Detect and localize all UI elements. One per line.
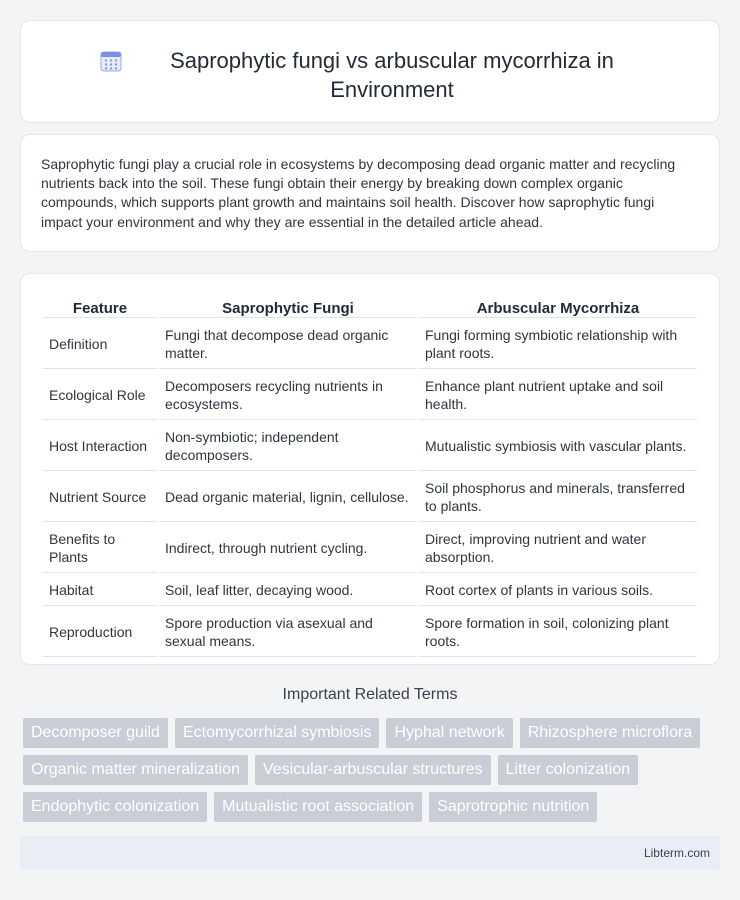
related-term-tag[interactable]: Rhizosphere microflora <box>520 718 701 748</box>
feature-cell: Habitat <box>43 575 157 606</box>
table-row <box>43 608 697 657</box>
comparison-table-card <box>20 273 720 665</box>
table-header-row <box>43 296 697 318</box>
related-term-tag[interactable]: Hyphal network <box>386 718 512 748</box>
saprophytic-cell: Dead organic material, lignin, cellulose. <box>159 473 417 522</box>
arbuscular-cell: Soil phosphorus and minerals, transferred to plants. <box>419 473 697 522</box>
arbuscular-cell: Direct, improving nutrient and water absorption. <box>419 524 697 573</box>
feature-cell: Benefits to Plants <box>43 524 157 573</box>
saprophytic-cell: Soil, leaf litter, decaying wood. <box>159 575 417 606</box>
calendar-icon <box>98 48 124 74</box>
related-term-tag[interactable]: Litter colonization <box>498 755 639 785</box>
intro-paragraph: Saprophytic fungi play a crucial role in ecosystems by decomposing dead organic matter and recycling nutrients back into the soil. These fungi obtain their energy by breaking down complex organic compounds, which supports plant growth and maintains soil health. Discover how saprophytic fungi impact your environment and why they are essential in the detailed article ahead. <box>41 156 676 230</box>
related-term-tag[interactable]: Vesicular-arbuscular structures <box>255 755 491 785</box>
feature-cell: Nutrient Source <box>43 473 157 522</box>
related-term-tag[interactable]: Endophytic colonization <box>23 792 207 822</box>
table-row <box>43 524 697 573</box>
header-arbuscular: Arbuscular Mycorrhiza <box>419 296 697 318</box>
header-saprophytic: Saprophytic Fungi <box>159 296 417 318</box>
saprophytic-cell: Decomposers recycling nutrients in ecosystems. <box>159 371 417 420</box>
comparison-table <box>41 294 699 659</box>
related-term-tag[interactable]: Mutualistic root association <box>214 792 422 822</box>
arbuscular-cell: Mutualistic symbiosis with vascular plants. <box>419 422 697 471</box>
feature-cell: Reproduction <box>43 608 157 657</box>
feature-cell: Host Interaction <box>43 422 157 471</box>
saprophytic-cell: Fungi that decompose dead organic matter. <box>159 320 417 369</box>
table-row <box>43 320 697 369</box>
related-term-tag[interactable]: Ectomycorrhizal symbiosis <box>175 718 379 748</box>
arbuscular-cell: Fungi forming symbiotic relationship with plant roots. <box>419 320 697 369</box>
related-terms-title: Important Related Terms <box>282 686 458 703</box>
feature-cell: Definition <box>43 320 157 369</box>
saprophytic-cell: Spore production via asexual and sexual means. <box>159 608 417 657</box>
feature-cell: Ecological Role <box>43 371 157 420</box>
table-row <box>43 473 697 522</box>
footer <box>20 836 720 870</box>
arbuscular-cell: Enhance plant nutrient uptake and soil health. <box>419 371 697 420</box>
related-terms-list <box>23 718 723 822</box>
arbuscular-cell: Spore formation in soil, colonizing plant roots. <box>419 608 697 657</box>
intro-card <box>20 134 720 252</box>
table-row <box>43 575 697 606</box>
related-term-tag[interactable]: Organic matter mineralization <box>23 755 248 785</box>
related-term-tag[interactable]: Saprotrophic nutrition <box>429 792 597 822</box>
header-card <box>20 20 720 123</box>
saprophytic-cell: Indirect, through nutrient cycling. <box>159 524 417 573</box>
header-feature: Feature <box>43 296 157 318</box>
related-term-tag[interactable]: Decomposer guild <box>23 718 168 748</box>
page-title: Saprophytic fungi vs arbuscular mycorrhiza in Environment <box>170 48 614 102</box>
saprophytic-cell: Non-symbiotic; independent decomposers. <box>159 422 417 471</box>
arbuscular-cell: Root cortex of plants in various soils. <box>419 575 697 606</box>
table-row <box>43 422 697 471</box>
table-row <box>43 371 697 420</box>
footer-site-link[interactable]: Libterm.com <box>643 846 710 860</box>
